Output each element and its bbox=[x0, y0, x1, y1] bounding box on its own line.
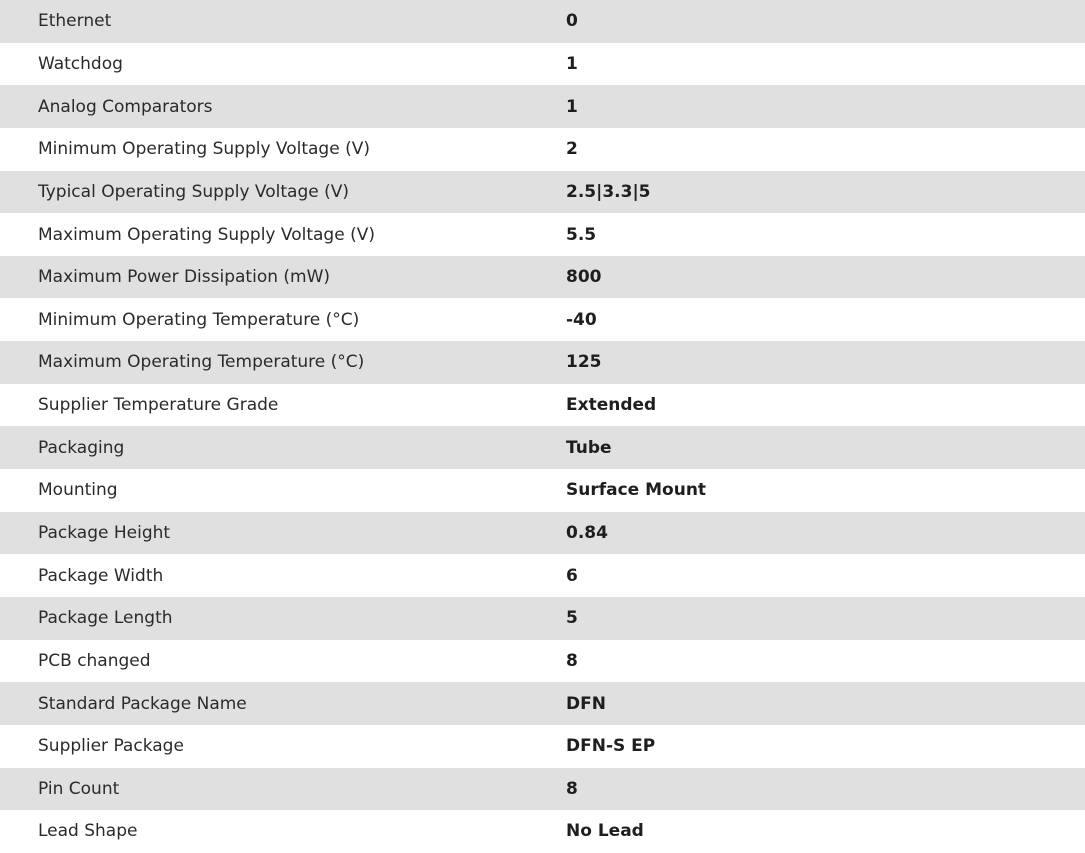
spec-label: Package Width bbox=[0, 554, 566, 597]
table-row bbox=[0, 213, 1085, 256]
spec-value: 1 bbox=[566, 43, 1085, 86]
spec-label: Mounting bbox=[0, 469, 566, 512]
spec-label: Watchdog bbox=[0, 43, 566, 86]
spec-value: 2 bbox=[566, 128, 1085, 171]
spec-value: 5 bbox=[566, 597, 1085, 640]
spec-label: PCB changed bbox=[0, 640, 566, 683]
table-row bbox=[0, 256, 1085, 299]
spec-value: DFN-S EP bbox=[566, 725, 1085, 768]
table-row bbox=[0, 128, 1085, 171]
table-row bbox=[0, 0, 1085, 43]
spec-value: 800 bbox=[566, 256, 1085, 299]
spec-value: Tube bbox=[566, 426, 1085, 469]
table-row bbox=[0, 171, 1085, 214]
spec-label: Lead Shape bbox=[0, 810, 566, 853]
spec-value: -40 bbox=[566, 298, 1085, 341]
spec-value: 5.5 bbox=[566, 213, 1085, 256]
table-row bbox=[0, 682, 1085, 725]
table-row bbox=[0, 384, 1085, 427]
table-row bbox=[0, 469, 1085, 512]
spec-label: Supplier Temperature Grade bbox=[0, 384, 566, 427]
spec-label: Minimum Operating Temperature (°C) bbox=[0, 298, 566, 341]
table-row bbox=[0, 512, 1085, 555]
spec-value: 0 bbox=[566, 0, 1085, 43]
table-row bbox=[0, 597, 1085, 640]
spec-value: DFN bbox=[566, 682, 1085, 725]
spec-value: 125 bbox=[566, 341, 1085, 384]
table-row bbox=[0, 554, 1085, 597]
spec-value: 6 bbox=[566, 554, 1085, 597]
table-row bbox=[0, 810, 1085, 853]
spec-label: Supplier Package bbox=[0, 725, 566, 768]
spec-label: Maximum Operating Supply Voltage (V) bbox=[0, 213, 566, 256]
table-row bbox=[0, 43, 1085, 86]
spec-label: Ethernet bbox=[0, 0, 566, 43]
table-row bbox=[0, 640, 1085, 683]
spec-label: Package Length bbox=[0, 597, 566, 640]
spec-label: Analog Comparators bbox=[0, 85, 566, 128]
table-row bbox=[0, 341, 1085, 384]
spec-value: Extended bbox=[566, 384, 1085, 427]
spec-value: 0.84 bbox=[566, 512, 1085, 555]
table-row bbox=[0, 85, 1085, 128]
table-row bbox=[0, 426, 1085, 469]
table-row bbox=[0, 725, 1085, 768]
spec-value: 8 bbox=[566, 768, 1085, 811]
spec-label: Standard Package Name bbox=[0, 682, 566, 725]
spec-label: Package Height bbox=[0, 512, 566, 555]
spec-label: Pin Count bbox=[0, 768, 566, 811]
spec-label: Packaging bbox=[0, 426, 566, 469]
spec-label: Maximum Power Dissipation (mW) bbox=[0, 256, 566, 299]
spec-value: 2.5|3.3|5 bbox=[566, 171, 1085, 214]
spec-label: Typical Operating Supply Voltage (V) bbox=[0, 171, 566, 214]
spec-value: 1 bbox=[566, 85, 1085, 128]
spec-value: Surface Mount bbox=[566, 469, 1085, 512]
table-row bbox=[0, 298, 1085, 341]
table-row bbox=[0, 768, 1085, 811]
spec-value: No Lead bbox=[566, 810, 1085, 853]
spec-value: 8 bbox=[566, 640, 1085, 683]
spec-label: Maximum Operating Temperature (°C) bbox=[0, 341, 566, 384]
spec-label: Minimum Operating Supply Voltage (V) bbox=[0, 128, 566, 171]
